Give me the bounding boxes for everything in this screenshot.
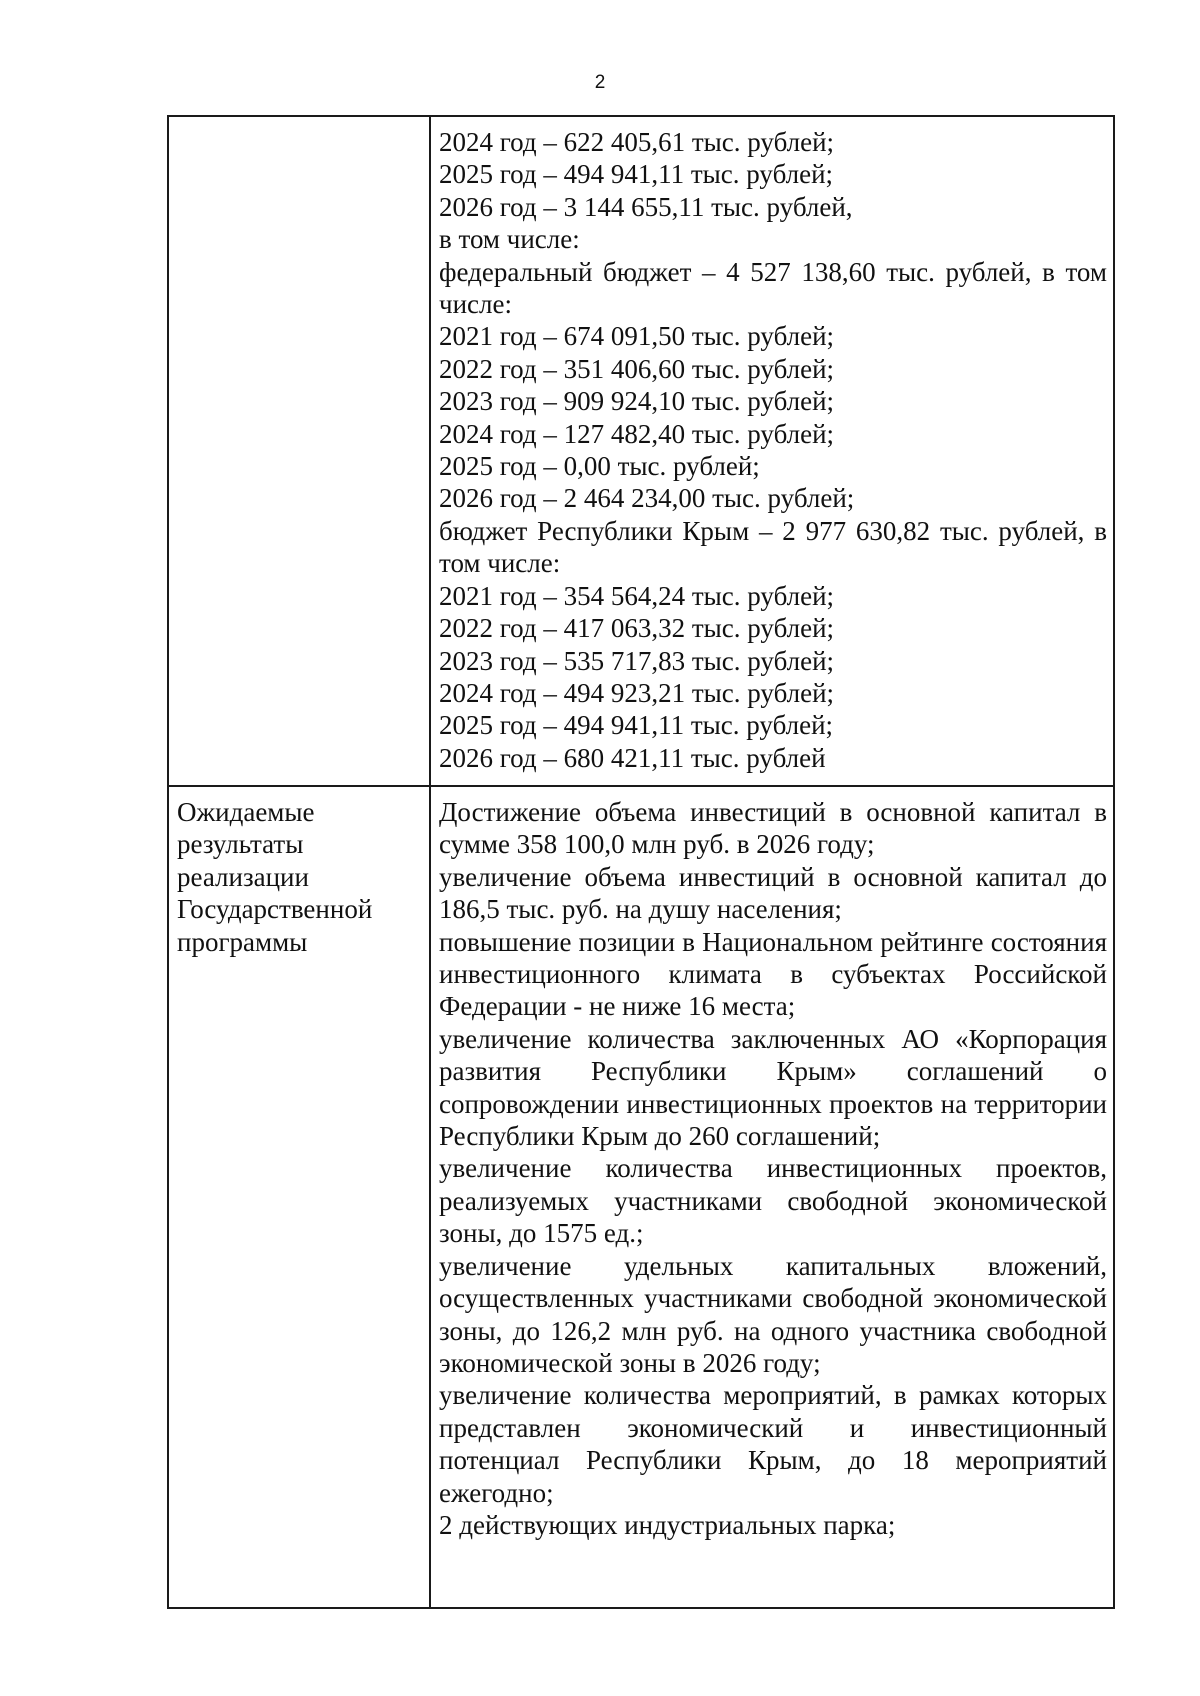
results-label-line: реализации — [177, 861, 309, 892]
result-item: увеличение количества инвестиционных проектов, реализуемых участниками свободной экономической зоны, до 1575 ед.; — [439, 1153, 1107, 1249]
result-item: увеличение удельных капитальных вложений, осуществленных участниками свободной экономической зоны, до 126,2 млн руб. на одного участника свободной экономической зоны в 2026 году; — [439, 1250, 1107, 1378]
result-item: увеличение объема инвестиций в основной капитал до 186,5 тыс. руб. на душу населения; — [439, 861, 1107, 925]
funding-line: в том числе: — [439, 224, 580, 255]
crimea-budget-year: 2025 год – 494 941,11 тыс. рублей; — [439, 710, 834, 741]
results-label-line: Государственной — [177, 894, 373, 925]
results-label-line: Ожидаемые — [177, 797, 315, 827]
results-value-cell — [430, 786, 1114, 1608]
crimea-budget-year: 2021 год – 354 564,24 тыс. рублей; — [439, 580, 835, 611]
federal-budget-year: 2024 год – 127 482,40 тыс. рублей; — [439, 418, 835, 449]
federal-budget-year: 2023 год – 909 924,10 тыс. рублей; — [439, 386, 835, 417]
crimea-budget-year: 2026 год – 680 421,11 тыс. рублей — [439, 742, 826, 773]
federal-budget-year: 2025 год – 0,00 тыс. рублей; — [439, 451, 760, 482]
funding-line: 2025 год – 494 941,11 тыс. рублей; — [439, 159, 834, 190]
funding-label-cell — [168, 116, 430, 786]
funding-line: 2026 год – 3 144 655,11 тыс. рублей, — [439, 191, 853, 222]
result-item: увеличение количества заключенных АО «Корпорация развития Республики Крым» соглашений о сопровождении инвестиционных проектов на территории Республики Крым до 260 соглашений; — [439, 1023, 1107, 1152]
result-item: повышение позиции в Национальном рейтинге состояния инвестиционного климата в субъектах Российской Федерации - не ниже 16 места; — [439, 926, 1107, 1022]
result-item: Достижение объема инвестиций в основной капитал в сумме 358 100,0 млн руб. в 2026 году; — [439, 797, 1107, 860]
table-row-funding — [168, 116, 1114, 786]
crimea-budget-year: 2024 год – 494 923,21 тыс. рублей; — [439, 677, 835, 708]
federal-budget-year: 2021 год – 674 091,50 тыс. рублей; — [439, 321, 835, 352]
result-item: 2 действующих индустриальных парка; — [439, 1509, 896, 1540]
results-label-cell — [168, 786, 430, 1608]
results-label-line: программы — [177, 926, 308, 957]
table-row-expected-results — [168, 786, 1114, 1608]
federal-budget-year: 2022 год – 351 406,60 тыс. рублей; — [439, 353, 835, 384]
result-item: увеличение количества мероприятий, в рамках которых представлен экономический и инвестиционный потенциал Республики Крым, до 18 мероприятий ежегодно; — [439, 1380, 1107, 1508]
results-label-line: результаты — [177, 829, 304, 860]
funding-value-cell — [430, 116, 1114, 786]
federal-budget-year: 2026 год – 2 464 234,00 тыс. рублей; — [439, 483, 855, 514]
crimea-budget-year: 2023 год – 535 717,83 тыс. рублей; — [439, 645, 835, 676]
page-number: 2 — [594, 72, 606, 93]
crimea-budget-total: бюджет Республики Крым – 2 977 630,82 тыс. рублей, в том числе: — [439, 515, 1107, 579]
program-passport-table — [167, 115, 1115, 1609]
crimea-budget-year: 2022 год – 417 063,32 тыс. рублей; — [439, 613, 835, 644]
federal-budget-total: федеральный бюджет – 4 527 138,60 тыс. рублей, в том числе: — [439, 256, 1107, 320]
funding-line: 2024 год – 622 405,61 тыс. рублей; — [439, 127, 835, 157]
